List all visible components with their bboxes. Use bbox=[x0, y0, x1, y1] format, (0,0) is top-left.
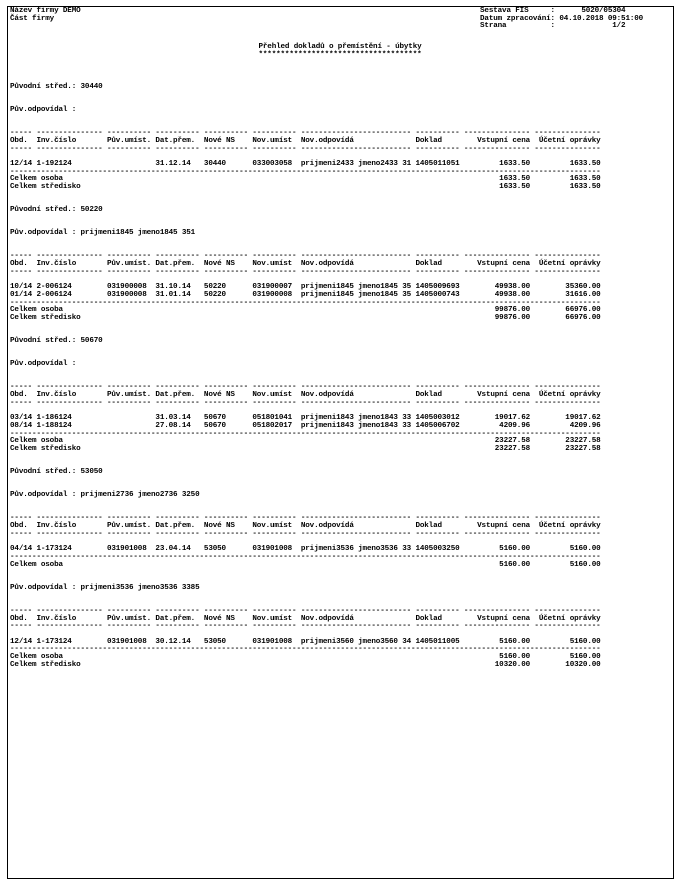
report-title-block bbox=[0, 44, 680, 59]
total-person-row: Celkem osoba 5160.00 5160.00 bbox=[10, 653, 601, 662]
responsible-heading: Pův.odpovídal : bbox=[10, 360, 81, 369]
total-rule: -------------------------------------------------------------------------------------------------------------------------------------- bbox=[10, 645, 601, 654]
table-row: 12/14 1-173124 031901008 30.12.14 53050 031901008 prijmeni3560 jmeno3560 34 1405011005 5160.00 5160.00 bbox=[10, 637, 601, 646]
table-rule: ----- --------------- ---------- ---------- ---------- ---------- ------------------------- ---------- --------------- --------------- bbox=[10, 606, 601, 615]
blank-line bbox=[10, 677, 601, 685]
total-rule: -------------------------------------------------------------------------------------------------------------------------------------- bbox=[10, 552, 601, 561]
table-row: 10/14 2-006124 031900008 31.10.14 50220 031900007 prijmeni1845 jmeno1845 35 1405009693 49938.00 35360.00 bbox=[10, 283, 601, 292]
table-row: 08/14 1-188124 27.08.14 50670 051802017 prijmeni1843 jmeno1843 33 1405006702 4209.96 4209.96 bbox=[10, 421, 601, 430]
report-title: Přehled dokladů o přemístění - úbytky bbox=[258, 43, 422, 51]
table-rule: ----- --------------- ---------- ---------- ---------- ---------- ------------------------- ---------- --------------- --------------- bbox=[10, 267, 601, 276]
blank-line bbox=[10, 238, 601, 246]
total-center-row: Celkem středisko 1633.50 1633.50 bbox=[10, 183, 601, 192]
system-value: 5020/05304 bbox=[581, 7, 626, 15]
table-row: 04/14 1-173124 031901008 23.04.14 53050 031901008 prijmeni3536 jmeno3536 33 1405003250 5160.00 5160.00 bbox=[10, 545, 601, 554]
blank-line bbox=[10, 477, 601, 485]
table-rule: ----- --------------- ---------- ---------- ---------- ---------- ------------------------- ---------- --------------- --------------- bbox=[10, 514, 601, 523]
blank-line bbox=[10, 99, 601, 107]
total-center-row: Celkem středisko 10320.00 10320.00 bbox=[10, 660, 601, 669]
table-header: Obd. Inv.číslo Pův.umíst. Dat.přem. Nové NS Nov.umíst Nov.odpovídá Doklad Vstupní cena Účetní oprávky bbox=[10, 614, 601, 623]
table-header: Obd. Inv.číslo Pův.umíst. Dat.přem. Nové NS Nov.umíst Nov.odpovídá Doklad Vstupní cena Účetní oprávky bbox=[10, 522, 601, 531]
report-body bbox=[10, 84, 601, 685]
header-right: Sestava FIS : 5020/05304 Datum zpracování: 04.10.2018 09:51:00 Strana : 1/2 bbox=[480, 7, 644, 31]
page-number: 1/2 bbox=[612, 22, 626, 31]
total-center-row: Celkem středisko 23227.58 23227.58 bbox=[10, 445, 601, 454]
blank-line bbox=[10, 569, 601, 577]
header-left bbox=[10, 8, 81, 23]
table-rule: ----- --------------- ---------- ---------- ---------- ---------- ------------------------- ---------- --------------- --------------- bbox=[10, 529, 601, 538]
page-label: Strana bbox=[480, 22, 507, 31]
table-rule: ----- --------------- ---------- ---------- ---------- ---------- ------------------------- ---------- --------------- --------------- bbox=[10, 398, 601, 407]
blank-line bbox=[10, 115, 601, 123]
table-row: 03/14 1-186124 31.03.14 50670 051801041 prijmeni1843 jmeno1843 33 1405003012 19017.62 19017.62 bbox=[10, 414, 601, 423]
table-rule: ----- --------------- ---------- ---------- ---------- ---------- ------------------------- ---------- --------------- --------------- bbox=[10, 622, 601, 631]
origin-center-heading: Původní střed.: 50670 bbox=[10, 337, 103, 346]
responsible-heading: Pův.odpovídal : prijmeni3536 jmeno3536 3385 bbox=[10, 583, 200, 592]
total-person-row: Celkem osoba 99876.00 66976.00 bbox=[10, 306, 601, 315]
total-rule: -------------------------------------------------------------------------------------------------------------------------------------- bbox=[10, 167, 601, 176]
blank-line bbox=[10, 592, 601, 600]
blank-line bbox=[10, 354, 601, 362]
company-part: Část firmy bbox=[10, 14, 55, 23]
title-underline: ************************************* bbox=[258, 50, 422, 59]
table-rule: ----- --------------- ---------- ---------- ---------- ---------- ------------------------- ---------- --------------- --------------- bbox=[10, 144, 601, 153]
table-row: 01/14 2-006124 031900008 31.01.14 50220 031900008 prijmeni1845 jmeno1845 35 1405000743 49938.00 31616.00 bbox=[10, 290, 601, 299]
total-person-row: Celkem osoba 5160.00 5160.00 bbox=[10, 560, 601, 569]
total-person-row: Celkem osoba 1633.50 1633.50 bbox=[10, 175, 601, 184]
origin-center-heading: Původní střed.: 30440 bbox=[10, 83, 103, 91]
table-header: Obd. Inv.číslo Pův.umíst. Dat.přem. Nové NS Nov.umíst Nov.odpovídá Doklad Vstupní cena Účetní oprávky bbox=[10, 391, 601, 400]
total-rule: -------------------------------------------------------------------------------------------------------------------------------------- bbox=[10, 429, 601, 438]
blank-line bbox=[10, 454, 601, 462]
company-name: Název firmy DEMO bbox=[10, 7, 81, 15]
table-rule: ----- --------------- ---------- ---------- ---------- ---------- ------------------------- ---------- --------------- --------------- bbox=[10, 252, 601, 261]
table-header: Obd. Inv.číslo Pův.umíst. Dat.přem. Nové NS Nov.umíst Nov.odpovídá Doklad Vstupní cena Účetní oprávky bbox=[10, 136, 601, 145]
table-row: 12/14 1-192124 31.12.14 30440 033003058 prijmeni2433 jmeno2433 31 1405011051 1633.50 1633.50 bbox=[10, 160, 601, 169]
origin-center-heading: Původní střed.: 53050 bbox=[10, 468, 103, 477]
processing-date-value: 04.10.2018 09:51:00 bbox=[559, 14, 644, 23]
processing-date-label: Datum zpracování bbox=[480, 14, 551, 23]
blank-line bbox=[10, 500, 601, 508]
origin-center-heading: Původní střed.: 50220 bbox=[10, 206, 103, 215]
blank-line bbox=[10, 192, 601, 200]
system-label: Sestava FIS bbox=[480, 7, 529, 15]
blank-line bbox=[10, 92, 601, 100]
blank-line bbox=[10, 669, 601, 677]
blank-line bbox=[10, 346, 601, 354]
total-center-row: Celkem středisko 99876.00 66976.00 bbox=[10, 314, 601, 323]
blank-line bbox=[10, 215, 601, 223]
table-rule: ----- --------------- ---------- ---------- ---------- ---------- ------------------------- ---------- --------------- --------------- bbox=[10, 383, 601, 392]
responsible-heading: Pův.odpovídal : prijmeni1845 jmeno1845 351 bbox=[10, 229, 196, 238]
responsible-heading: Pův.odpovídal : bbox=[10, 106, 81, 115]
table-header: Obd. Inv.číslo Pův.umíst. Dat.přem. Nové NS Nov.umíst Nov.odpovídá Doklad Vstupní cena Účetní oprávky bbox=[10, 260, 601, 269]
responsible-heading: Pův.odpovídal : prijmeni2736 jmeno2736 3250 bbox=[10, 491, 200, 500]
blank-line bbox=[10, 369, 601, 377]
blank-line bbox=[10, 323, 601, 331]
table-rule: ----- --------------- ---------- ---------- ---------- ---------- ------------------------- ---------- --------------- --------------- bbox=[10, 129, 601, 138]
total-person-row: Celkem osoba 23227.58 23227.58 bbox=[10, 437, 601, 446]
total-rule: -------------------------------------------------------------------------------------------------------------------------------------- bbox=[10, 298, 601, 307]
